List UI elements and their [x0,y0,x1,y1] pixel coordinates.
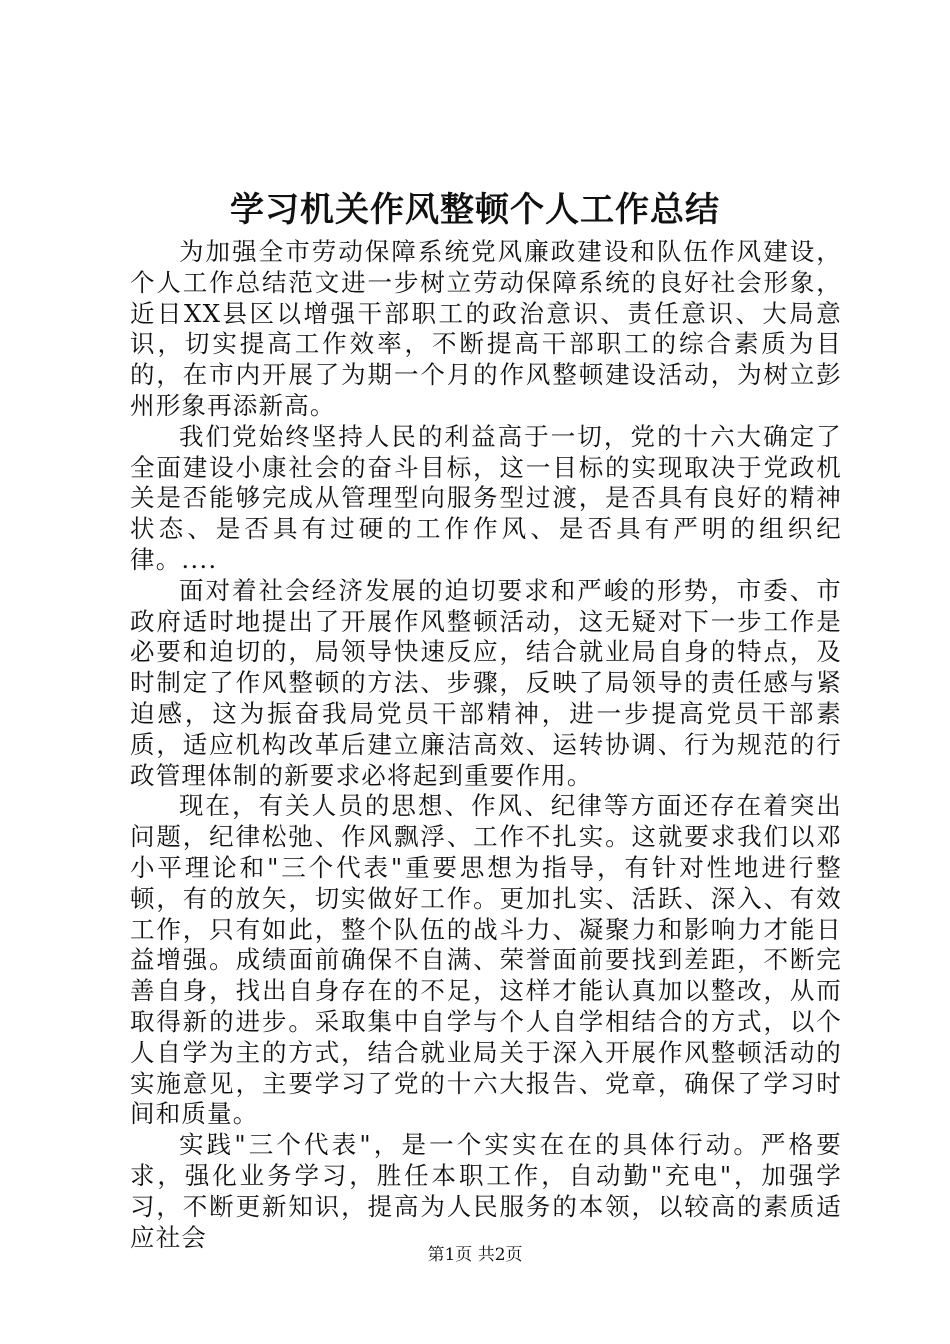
page-number-footer: 第1页 共2页 [427,1245,523,1265]
document-title: 学习机关作风整顿个人工作总结 [230,190,720,230]
paragraph-2: 我们党始终坚持人民的利益高于一切，党的十六大确定了全面建设小康社会的奋斗目标，这一目标的实现取决于党政机关是否能够完成从管理型向服务型过渡，是否具有良好的精神状态、是否具有过硬的工作作风、是否具有严明的组织纪律。.... [130,421,842,574]
paragraph-3: 面对着社会经济发展的迫切要求和严峻的形势，市委、市政府适时地提出了开展作风整顿活动，这无疑对下一步工作是必要和迫切的，局领导快速反应，结合就业局自身的特点，及时制定了作风整顿的方法、步骤，反映了局领导的责任感与紧迫感，这为振奋我局党员干部精神，进一步提高党员干部素质，适应机构改革后建立廉洁高效、运转协调、行为规范的行政管理体制的新要求必将起到重要作用。 [130,575,842,790]
paragraph-1: 为加强全市劳动保障系统党风廉政建设和队伍作风建设，个人工作总结范文进一步树立劳动保障系统的良好社会形象，近日XX县区以增强干部职工的政治意识、责任意识、大局意识，切实提高工作效率，不断提高干部职工的综合素质为目的，在市内开展了为期一个月的作风整顿建设活动，为树立彭州形象再添新高。 [130,237,842,420]
paragraph-4: 现在，有关人员的思想、作风、纪律等方面还存在着突出问题，纪律松弛、作风飘浮、工作不扎实。这就要求我们以邓小平理论和"三个代表"重要思想为指导，有针对性地进行整顿，有的放矢，切实做好工作。更加扎实、活跃、深入、有效工作，只有如此，整个队伍的战斗力、凝聚力和影响力才能日益增强。成绩面前确保不自满、荣誉面前要找到差距，不断完善自身，找出自身存在的不足，这样才能认真加以整改，从而取得新的进步。采取集中自学与个人自学相结合的方式，以个人自学为主的方式，结合就业局关于深入开展作风整顿活动的实施意见，主要学习了党的十六大报告、党章，确保了学习时间和质量。 [130,791,842,1129]
paragraph-5: 实践"三个代表"，是一个实实在在的具体行动。严格要求，强化业务学习，胜任本职工作，自动勤"充电"，加强学习，不断更新知识，提高为人民服务的本领，以较高的素质适应社会 [130,1130,842,1252]
document-body [130,237,842,1253]
